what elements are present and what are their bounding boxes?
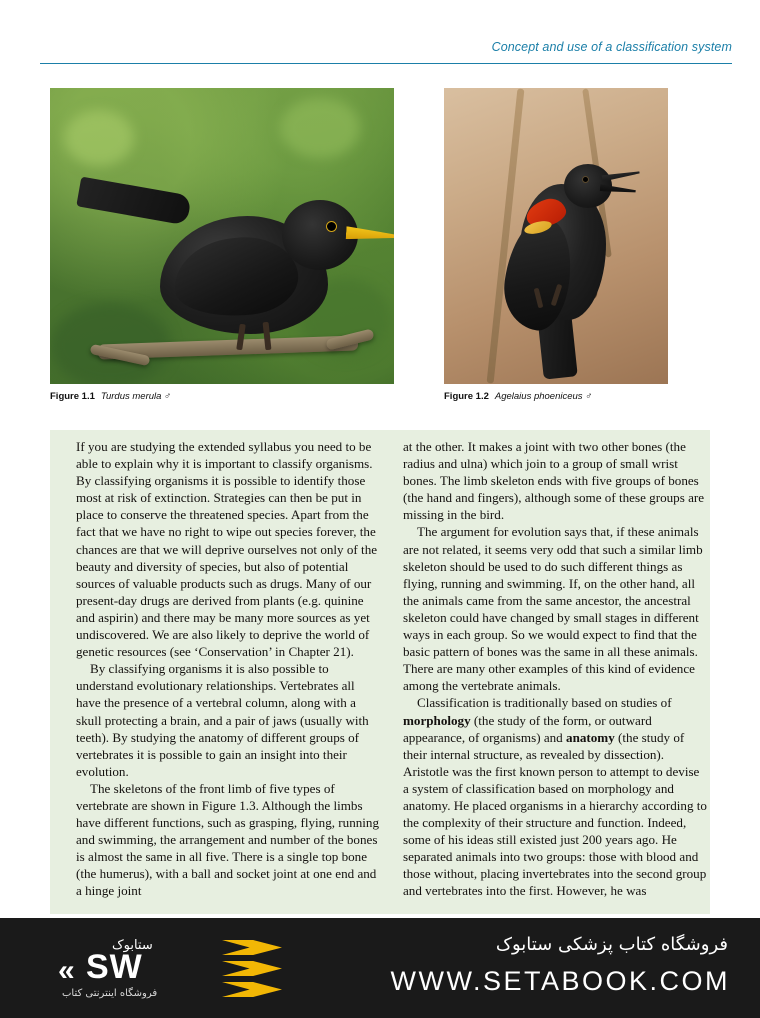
figure-1-2-label: Figure 1.2 xyxy=(444,391,489,402)
figure-1-1-species: Turdus merula ♂ xyxy=(100,391,172,402)
paragraph: The argument for evolution says that, if these animals are not related, it seems very odd that such a similar limb skeleton should be used to do such different things as flying, running and swimming. If, on the other hand, all the animals came from the same ancestor, the ancestral skeleton could have changed by small stages in different ways in each group. So we would expect to find that the basic pattern of bones was the same in all these animals. There are many other examples of this kind of evidence among the vertebrate animals. xyxy=(403,524,703,694)
bird-eye xyxy=(326,221,337,232)
paragraph: The skeletons of the front limb of five types of vertebrate are shown in Figure 1.3. Although the limbs have different functions, such as grasping, flying, running and swimming, the arrangement and number of the bones is almost the same in all five. There is a single top bone (the humerus), with a ball and socket joint at one end and a hinge joint xyxy=(76,780,380,899)
figure-1-1-label: Figure 1.1 xyxy=(50,391,95,402)
brand-tagline: فروشگاه اینترنتی کتاب xyxy=(62,988,158,999)
left-text-column xyxy=(76,438,381,900)
website-url-text[interactable]: WWW.SETABOOK.COM xyxy=(390,966,730,996)
figure-1-2 xyxy=(444,88,668,402)
running-head: Concept and use of a classification system xyxy=(491,40,732,54)
figure-1-1-image xyxy=(50,88,394,384)
brand-farsi-text: ستابوک xyxy=(112,938,153,953)
paragraph: If you are studying the extended syllabus you need to be able to explain why it is important to classify organisms. By classifying organisms it is possible to identify those most at risk of extinction. Strategies can then be put in place to conserve the threatened species. Apart from the fact that we have no right to wipe out species forever, the chances are that we will deprive ourselves not only of the beauty and diversity of species, but also of potential sources of valuable products such as drugs. Many of our present-day drugs are derived from plants (e.g. quinine and aspirin) and there may be many more sources as yet undiscovered. We are also likely to deprive the world of genetic resources (see ‘Conservation’ in Chapter 21). xyxy=(76,439,378,660)
figure-row xyxy=(50,88,732,424)
chevron-left-icon: « xyxy=(58,954,73,987)
figure-1-2-species: Agelaius phoeniceus ♂ xyxy=(494,391,593,402)
figure-1-2-caption xyxy=(444,391,668,402)
store-name-text: فروشگاه کتاب پزشکی ستابوک xyxy=(495,934,728,955)
right-text-column xyxy=(403,438,708,900)
figure-1-1 xyxy=(50,88,394,402)
footer-banner xyxy=(0,918,760,1018)
bokeh-dot xyxy=(280,98,360,158)
paragraph: at the other. It makes a joint with two other bones (the radius and ulna) which join to a group of small wrist bones. The limb skeleton ends with five groups of bones (the hand and fingers), although some of these groups are missing in the bird. xyxy=(403,439,705,523)
brand-latin-text: SW xyxy=(86,948,143,986)
brand-chevron-mark-icon xyxy=(222,940,284,998)
paragraph: By classifying organisms it is also possible to understand evolutionary relationships. Vertebrates all have the presence of a vertebral column, along with a skull protecting a brain, and a pair of jaws (usually with teeth). By studying the anatomy of different groups of vertebrates it is possible to gain an insight into their evolution. xyxy=(76,661,369,779)
figure-1-2-image xyxy=(444,88,668,384)
bokeh-dot xyxy=(64,110,134,166)
page-header xyxy=(40,40,732,74)
body-text-panel xyxy=(50,430,710,914)
header-rule xyxy=(40,63,732,64)
paragraph: Classification is traditionally based on studies of morphology (the study of the form, or outward appearance, of organisms) and anatomy (the study of their internal structure, as revealed by dissection). Aristotle was the first known person to attempt to devise a system of classification based on morphology and anatomy. He placed organisms in a hierarchy according to the complexity of their structure and function. Indeed, some of his ideas still existed just 200 years ago. He separated animals into two groups: those with blood and those without, placing invertebrates into the second group and vertebrates into the first. However, he was xyxy=(403,695,707,899)
bird-eye xyxy=(582,176,589,183)
figure-1-1-caption xyxy=(50,391,394,402)
